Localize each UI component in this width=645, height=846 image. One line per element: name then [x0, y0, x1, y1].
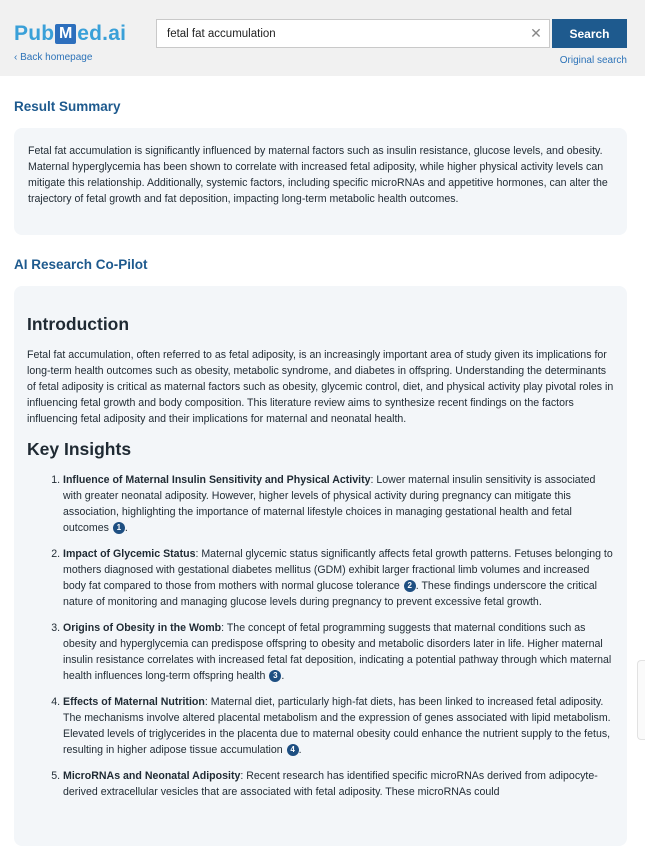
introduction-text: Fetal fat accumulation, often referred to as fetal adiposity, is an increasingly important area of study given its implications for long-term health outcomes such as obesity, metabolic syndrome, and diabetes in offspring. Understanding the determinants of fetal adiposity is critical as maternal factors such as obesity, glycemic control, diet, and physical activity play pivotal roles in influencing fetal growth and body composition. This literature review aims to synthesize recent findings on the factors influencing fetal adiposity and their implications for maternal and neonatal health. — [27, 349, 614, 425]
insight-text: : Recent research has identified specific microRNAs derived from adipocyte-derived extracellular vesicles that are associated with fetal adiposity. These microRNAs could — [63, 770, 598, 798]
insight-text: : The concept of fetal programming suggests that maternal conditions such as obesity and hyperglycemia can predispose offspring to obesity and metabolic disorders later in life. Higher maternal insulin resistance correlates with increased fetal fat deposition, indicating a potential pathway through which maternal health influences long-term offspring health — [63, 622, 612, 682]
search-input[interactable] — [157, 20, 523, 47]
insight-title: Effects of Maternal Nutrition — [63, 696, 205, 708]
search-box — [156, 19, 550, 48]
insight-text-after: . — [281, 670, 285, 682]
insight-title: Impact of Glycemic Status — [63, 548, 196, 560]
insight-title: Influence of Maternal Insulin Sensitivity and Physical Activity — [63, 474, 371, 486]
chevron-left-icon: ‹ — [14, 52, 18, 63]
result-summary-title: Result Summary — [14, 99, 121, 114]
insight-title: Origins of Obesity in the Womb — [63, 622, 222, 634]
result-summary-text: Fetal fat accumulation is significantly influenced by maternal factors such as insulin resistance, glucose levels, and obesity. Maternal hyperglycemia has been shown to correlate with increased fetal adiposity, while higher physical activity levels can mitigate this relationship. Additionally, systemic factors, including specific microRNAs and appetitive hormones, can alter the trajectory of fetal growth and fat deposition, impacting long-term metabolic health outcomes. — [28, 145, 608, 205]
citation-badge[interactable]: 2 — [404, 580, 416, 592]
insight-text: : Lower maternal insulin sensitivity is associated with greater neonatal adiposity. However, higher levels of physical activity during pregnancy can mitigate this association, highlighting the importance of maternal lifestyle choices in managing gestational health and fetal outcomes — [63, 474, 596, 534]
logo-text-right: ed.ai — [77, 22, 127, 45]
clear-icon[interactable]: ✕ — [530, 25, 542, 41]
key-insights-heading: Key Insights — [27, 439, 132, 459]
introduction-heading: Introduction — [27, 314, 130, 334]
insight-text-after: . These findings underscore the critical nature of monitoring and managing glucose levels during pregnancy to prevent excessive fetal growth. — [63, 580, 597, 608]
insight-text-after: . — [124, 522, 128, 534]
insight-text-after: . — [298, 744, 302, 756]
insight-title: MicroRNAs and Neonatal Adiposity — [63, 770, 241, 782]
list-item — [63, 694, 614, 758]
list-item — [63, 546, 614, 610]
logo[interactable] — [14, 22, 126, 46]
original-search-link[interactable]: Original search — [559, 55, 627, 66]
copilot-title: AI Research Co-Pilot — [14, 257, 148, 272]
result-summary-card — [14, 128, 627, 235]
logo-badge: M — [55, 24, 76, 44]
logo-text-left: Pub — [14, 22, 55, 45]
list-item — [63, 472, 614, 536]
search-button[interactable]: Search — [552, 19, 627, 48]
back-homepage-link[interactable] — [14, 52, 92, 63]
copilot-card — [14, 286, 627, 846]
list-item — [63, 620, 614, 684]
citation-badge[interactable]: 3 — [269, 670, 281, 682]
citation-badge[interactable]: 1 — [113, 522, 125, 534]
back-homepage-label: Back homepage — [20, 52, 93, 63]
key-insights-list — [27, 472, 614, 800]
insight-text: : Maternal glycemic status significantly affects fetal growth patterns. Fetuses belonging to mothers diagnosed with gestational diabetes mellitus (GDM) exhibit larger fractional limb volumes and increased body fat compared to those from mothers with normal glucose tolerance — [63, 548, 613, 592]
insight-text: : Maternal diet, particularly high-fat diets, has been linked to increased fetal adiposity. The mechanisms involve altered placental metabolism and the expression of genes associated with lipid metabolism. Elevated levels of triglycerides in the placenta due to maternal obesity could enhance the nutrient supply to the fetus, resulting in higher adipose tissue accumulation — [63, 696, 611, 756]
side-panel-handle[interactable] — [637, 660, 645, 740]
top-bar — [0, 0, 645, 76]
citation-badge[interactable]: 4 — [287, 744, 299, 756]
list-item — [63, 768, 614, 800]
